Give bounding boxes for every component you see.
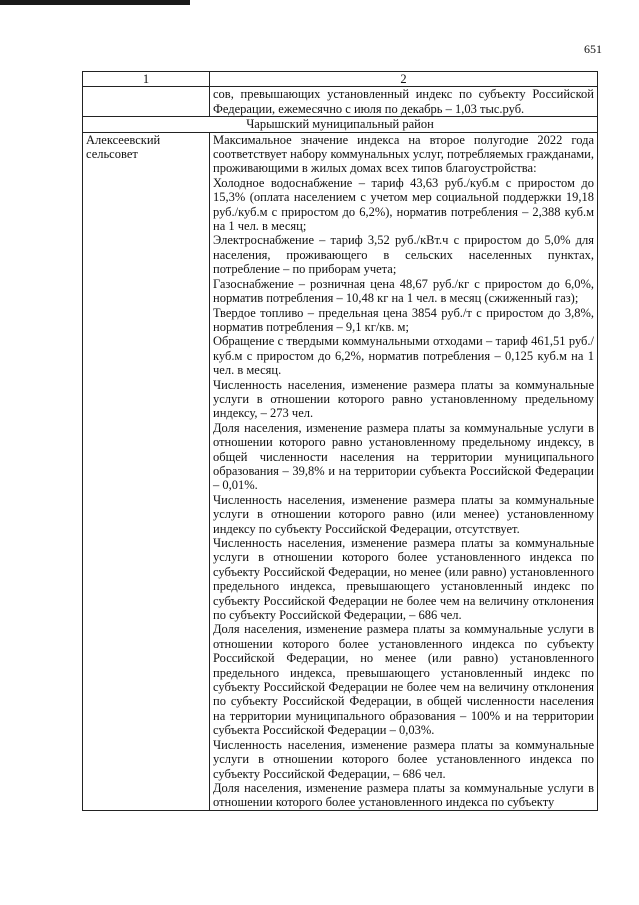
column-header-2: 2 bbox=[210, 72, 598, 87]
paragraph: Газоснабжение – розничная цена 48,67 руб./кг с приростом до 6,0%, норматив потребления – 10,48 кг на 1 чел. в месяц (сжиженный газ); bbox=[213, 276, 594, 306]
paragraph: Обращение с твердыми коммунальными отходами – тариф 461,51 руб./куб.м с приростом до 6,2%, норматив потребления – 0,125 куб.м на 1 чел. в месяц. bbox=[213, 334, 594, 378]
paragraph: Численность населения, изменение размера платы за коммунальные услуги в отношении которого более установленного индекса по субъекту Российской Федерации, но менее (или равно) установленного предельного индекса, превышающего установленный индекс по субъекту Российской Федерации не более чем на величину отклонения по субъекту Российской Федерации, – 686 чел. bbox=[213, 536, 594, 623]
table-header-row bbox=[83, 72, 598, 87]
indicator-description bbox=[210, 132, 598, 810]
empty-cell bbox=[83, 87, 210, 117]
paragraph: Доля населения, изменение размера платы за коммунальные услуги в отношении которого более установленного индекса по субъекту bbox=[213, 780, 594, 810]
paragraph: Численность населения, изменение размера платы за коммунальные услуги в отношении которого равно установленному предельному индексу, – 273 чел. bbox=[213, 377, 594, 421]
paragraph: Максимальное значение индекса на второе полугодие 2022 года соответствует набору коммунальных услуг, потребляемых гражданами, проживающими в жилых домах всех типов благоустройства: bbox=[213, 132, 594, 176]
paragraph: Доля населения, изменение размера платы за коммунальные услуги в отношении которого равно установленному предельному индексу, в общей численности населения на территории муниципального образования – 39,8% и на территории субъекта Российской Федерации – 0,01%. bbox=[213, 420, 594, 493]
district-heading: Чарышский муниципальный район bbox=[83, 117, 598, 132]
paragraph: Твердое топливо – предельная цена 3854 руб./т с приростом до 3,8%, норматив потребления – 9,1 кг/кв. м; bbox=[213, 305, 594, 334]
scan-edge-mark bbox=[0, 0, 190, 5]
district-row bbox=[83, 117, 598, 132]
table-row bbox=[83, 87, 598, 117]
table-row bbox=[83, 132, 598, 810]
paragraph: Холодное водоснабжение – тариф 43,63 руб./куб.м с приростом до 15,3% (оплата населением с учетом мер социальной поддержки 19,18 руб./куб.м с приростом до 6,2%), норматив потребления – 2,388 куб.м на 1 чел. в месяц; bbox=[213, 175, 594, 234]
page-number: 651 bbox=[584, 42, 602, 56]
document-table bbox=[82, 71, 598, 811]
paragraph: Численность населения, изменение размера платы за коммунальные услуги в отношении которого равно (или менее) установленному индексу по субъекту Российской Федерации, отсутствует. bbox=[213, 492, 594, 536]
column-header-1: 1 bbox=[83, 72, 210, 87]
continuation-text: сов, превышающих установленный индекс по субъекту Российской Федерации, ежемесячно с июля по декабрь – 1,03 тыс.руб. bbox=[210, 87, 598, 117]
paragraph: Доля населения, изменение размера платы за коммунальные услуги в отношении которого более установленного индекса по субъекту Российской Федерации, но менее (или равно) установленного предельного индекса, превышающего установленный индекс по субъекту Российской Федерации не более чем на величину отклонения по субъекту Российской Федерации, в общей численности населения на территории муниципального образования – 100% и на территории субъекта Российской Федерации – 0,03%. bbox=[213, 622, 594, 738]
paragraph: Численность населения, изменение размера платы за коммунальные услуги в отношении которого более установленного индекса по субъекту Российской Федерации, – 686 чел. bbox=[213, 737, 594, 781]
municipality-name: Алексеевский сельсовет bbox=[83, 132, 210, 810]
paragraph: Электроснабжение – тариф 3,52 руб./кВт.ч с приростом до 5,0% для населения, проживающего в сельских населенных пунктах, потребление – по приборам учета; bbox=[213, 233, 594, 277]
